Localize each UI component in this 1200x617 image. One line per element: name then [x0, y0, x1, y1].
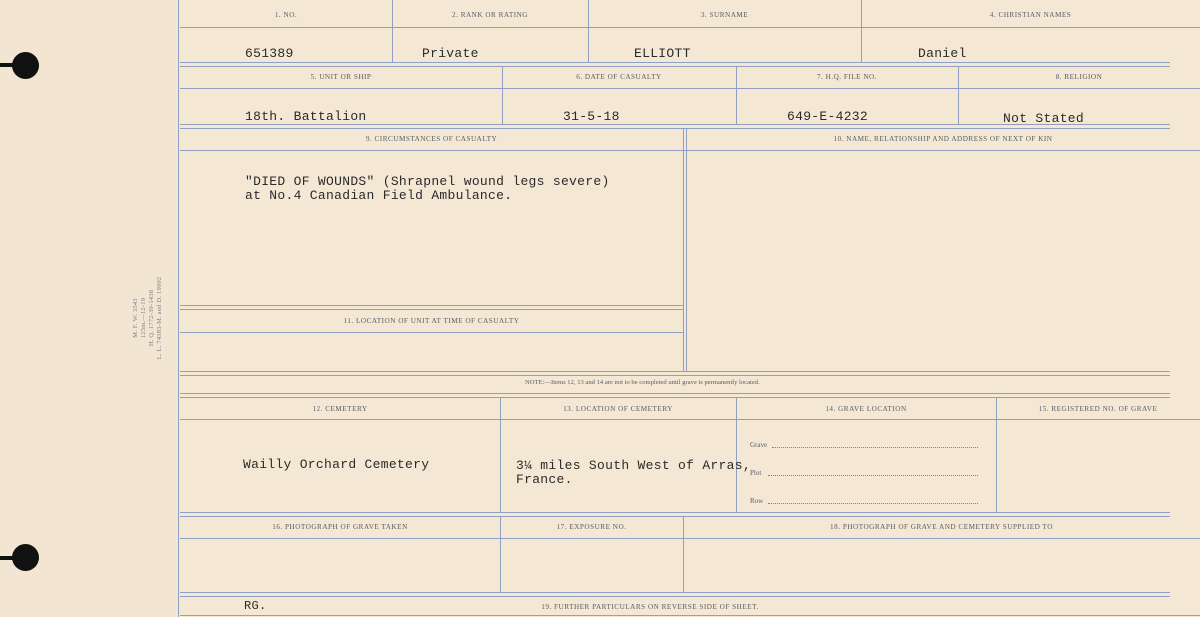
- header-surname: 3. SURNAME: [700, 11, 749, 19]
- header-hq-file: 7. H.Q. FILE NO.: [816, 73, 878, 81]
- rule: [180, 419, 1200, 420]
- rule: [500, 397, 501, 512]
- rule: [180, 88, 1200, 89]
- note-text: NOTE:—Items 12, 13 and 14 are not to be completed until grave is permanently located.: [525, 379, 760, 386]
- header-location-unit: 11. LOCATION OF UNIT AT TIME OF CASUALTY: [343, 317, 520, 325]
- row-field-line: [768, 503, 978, 504]
- side-print-line: M. F. W. 3543: [132, 298, 139, 338]
- header-date: 6. DATE OF CASUALTY: [576, 73, 662, 81]
- header-religion: 8. RELIGION: [1055, 73, 1103, 81]
- header-no: 1. NO.: [274, 11, 298, 19]
- rule: [180, 393, 1170, 398]
- rule: [180, 615, 1200, 616]
- rule: [180, 332, 683, 333]
- value-surname: ELLIOTT: [634, 46, 691, 61]
- rule: [392, 0, 393, 62]
- side-print-line: L. L. 74383-M. and D. 19992: [156, 276, 163, 360]
- rule: [180, 371, 1170, 376]
- rule: [180, 305, 683, 310]
- side-print: [132, 277, 164, 360]
- side-print-line: H. Q. 1772-39-1438: [148, 289, 155, 347]
- rule: [180, 512, 1170, 517]
- rule: [861, 0, 862, 62]
- header-cemetery: 12. CEMETERY: [312, 405, 368, 413]
- value-no: 651389: [245, 46, 294, 61]
- value-date: 31-5-18: [563, 109, 620, 124]
- value-hq-file: 649-E-4232: [787, 109, 869, 124]
- header-photo-taken: 16. PHOTOGRAPH OF GRAVE TAKEN: [272, 523, 408, 531]
- value-unit: 18th. Battalion: [245, 109, 367, 124]
- header-rank: 2. RANK OR RATING: [452, 11, 528, 19]
- plot-field-line: [768, 475, 978, 476]
- rule: [686, 128, 687, 372]
- header-exposure: 17. EXPOSURE NO.: [556, 523, 627, 531]
- rule: [996, 397, 997, 512]
- grave-field-label: Grave: [750, 441, 768, 449]
- rule: [180, 150, 1200, 151]
- rule: [180, 62, 1170, 67]
- rule: [180, 538, 1200, 539]
- rule: [588, 0, 589, 62]
- header-circumstances: 9. CIRCUMSTANCES OF CASUALTY: [365, 135, 498, 143]
- value-circumstances-line1: "DIED OF WOUNDS" (Shrapnel wound legs severe): [245, 174, 610, 189]
- value-circumstances-line2: at No.4 Canadian Field Ambulance.: [245, 188, 513, 203]
- grave-field-line: [772, 447, 978, 448]
- row-field-label: Row: [750, 497, 764, 505]
- header-next-of-kin: 10. NAME, RELATIONSHIP AND ADDRESS OF NEXT OF KIN: [833, 135, 1053, 143]
- value-location-cemetery-line2: France.: [516, 472, 573, 487]
- rule: [683, 128, 684, 372]
- header-location-cemetery: 13. LOCATION OF CEMETERY: [563, 405, 673, 413]
- header-unit: 5. UNIT OR SHIP: [310, 73, 372, 81]
- value-rank: Private: [422, 46, 479, 61]
- rule: [736, 397, 737, 512]
- value-christian-names: Daniel: [918, 46, 967, 61]
- rule-left: [178, 0, 179, 617]
- header-registered-no: 15. REGISTERED NO. OF GRAVE: [1038, 405, 1158, 413]
- side-print-line: 125m.—12-19: [140, 297, 147, 339]
- binder-hole-bottom: [12, 544, 39, 571]
- rule: [180, 592, 1170, 597]
- rule: [180, 27, 1200, 28]
- header-photo-supplied: 18. PHOTOGRAPH OF GRAVE AND CEMETERY SUPPLIED TO: [830, 523, 1053, 531]
- footer-code: RG.: [244, 599, 267, 613]
- header-christian-names: 4. CHRISTIAN NAMES: [989, 11, 1072, 19]
- header-grave-location: 14. GRAVE LOCATION: [825, 405, 907, 413]
- binder-hole-top: [12, 52, 39, 79]
- footer-further-particulars: 19. FURTHER PARTICULARS ON REVERSE SIDE OF SHEET.: [541, 603, 759, 611]
- plot-field-label: Plot: [750, 469, 762, 477]
- value-religion: Not Stated: [1003, 111, 1085, 126]
- value-cemetery: Wailly Orchard Cemetery: [243, 457, 430, 472]
- value-location-cemetery-line1: 3¼ miles South West of Arras,: [516, 458, 751, 473]
